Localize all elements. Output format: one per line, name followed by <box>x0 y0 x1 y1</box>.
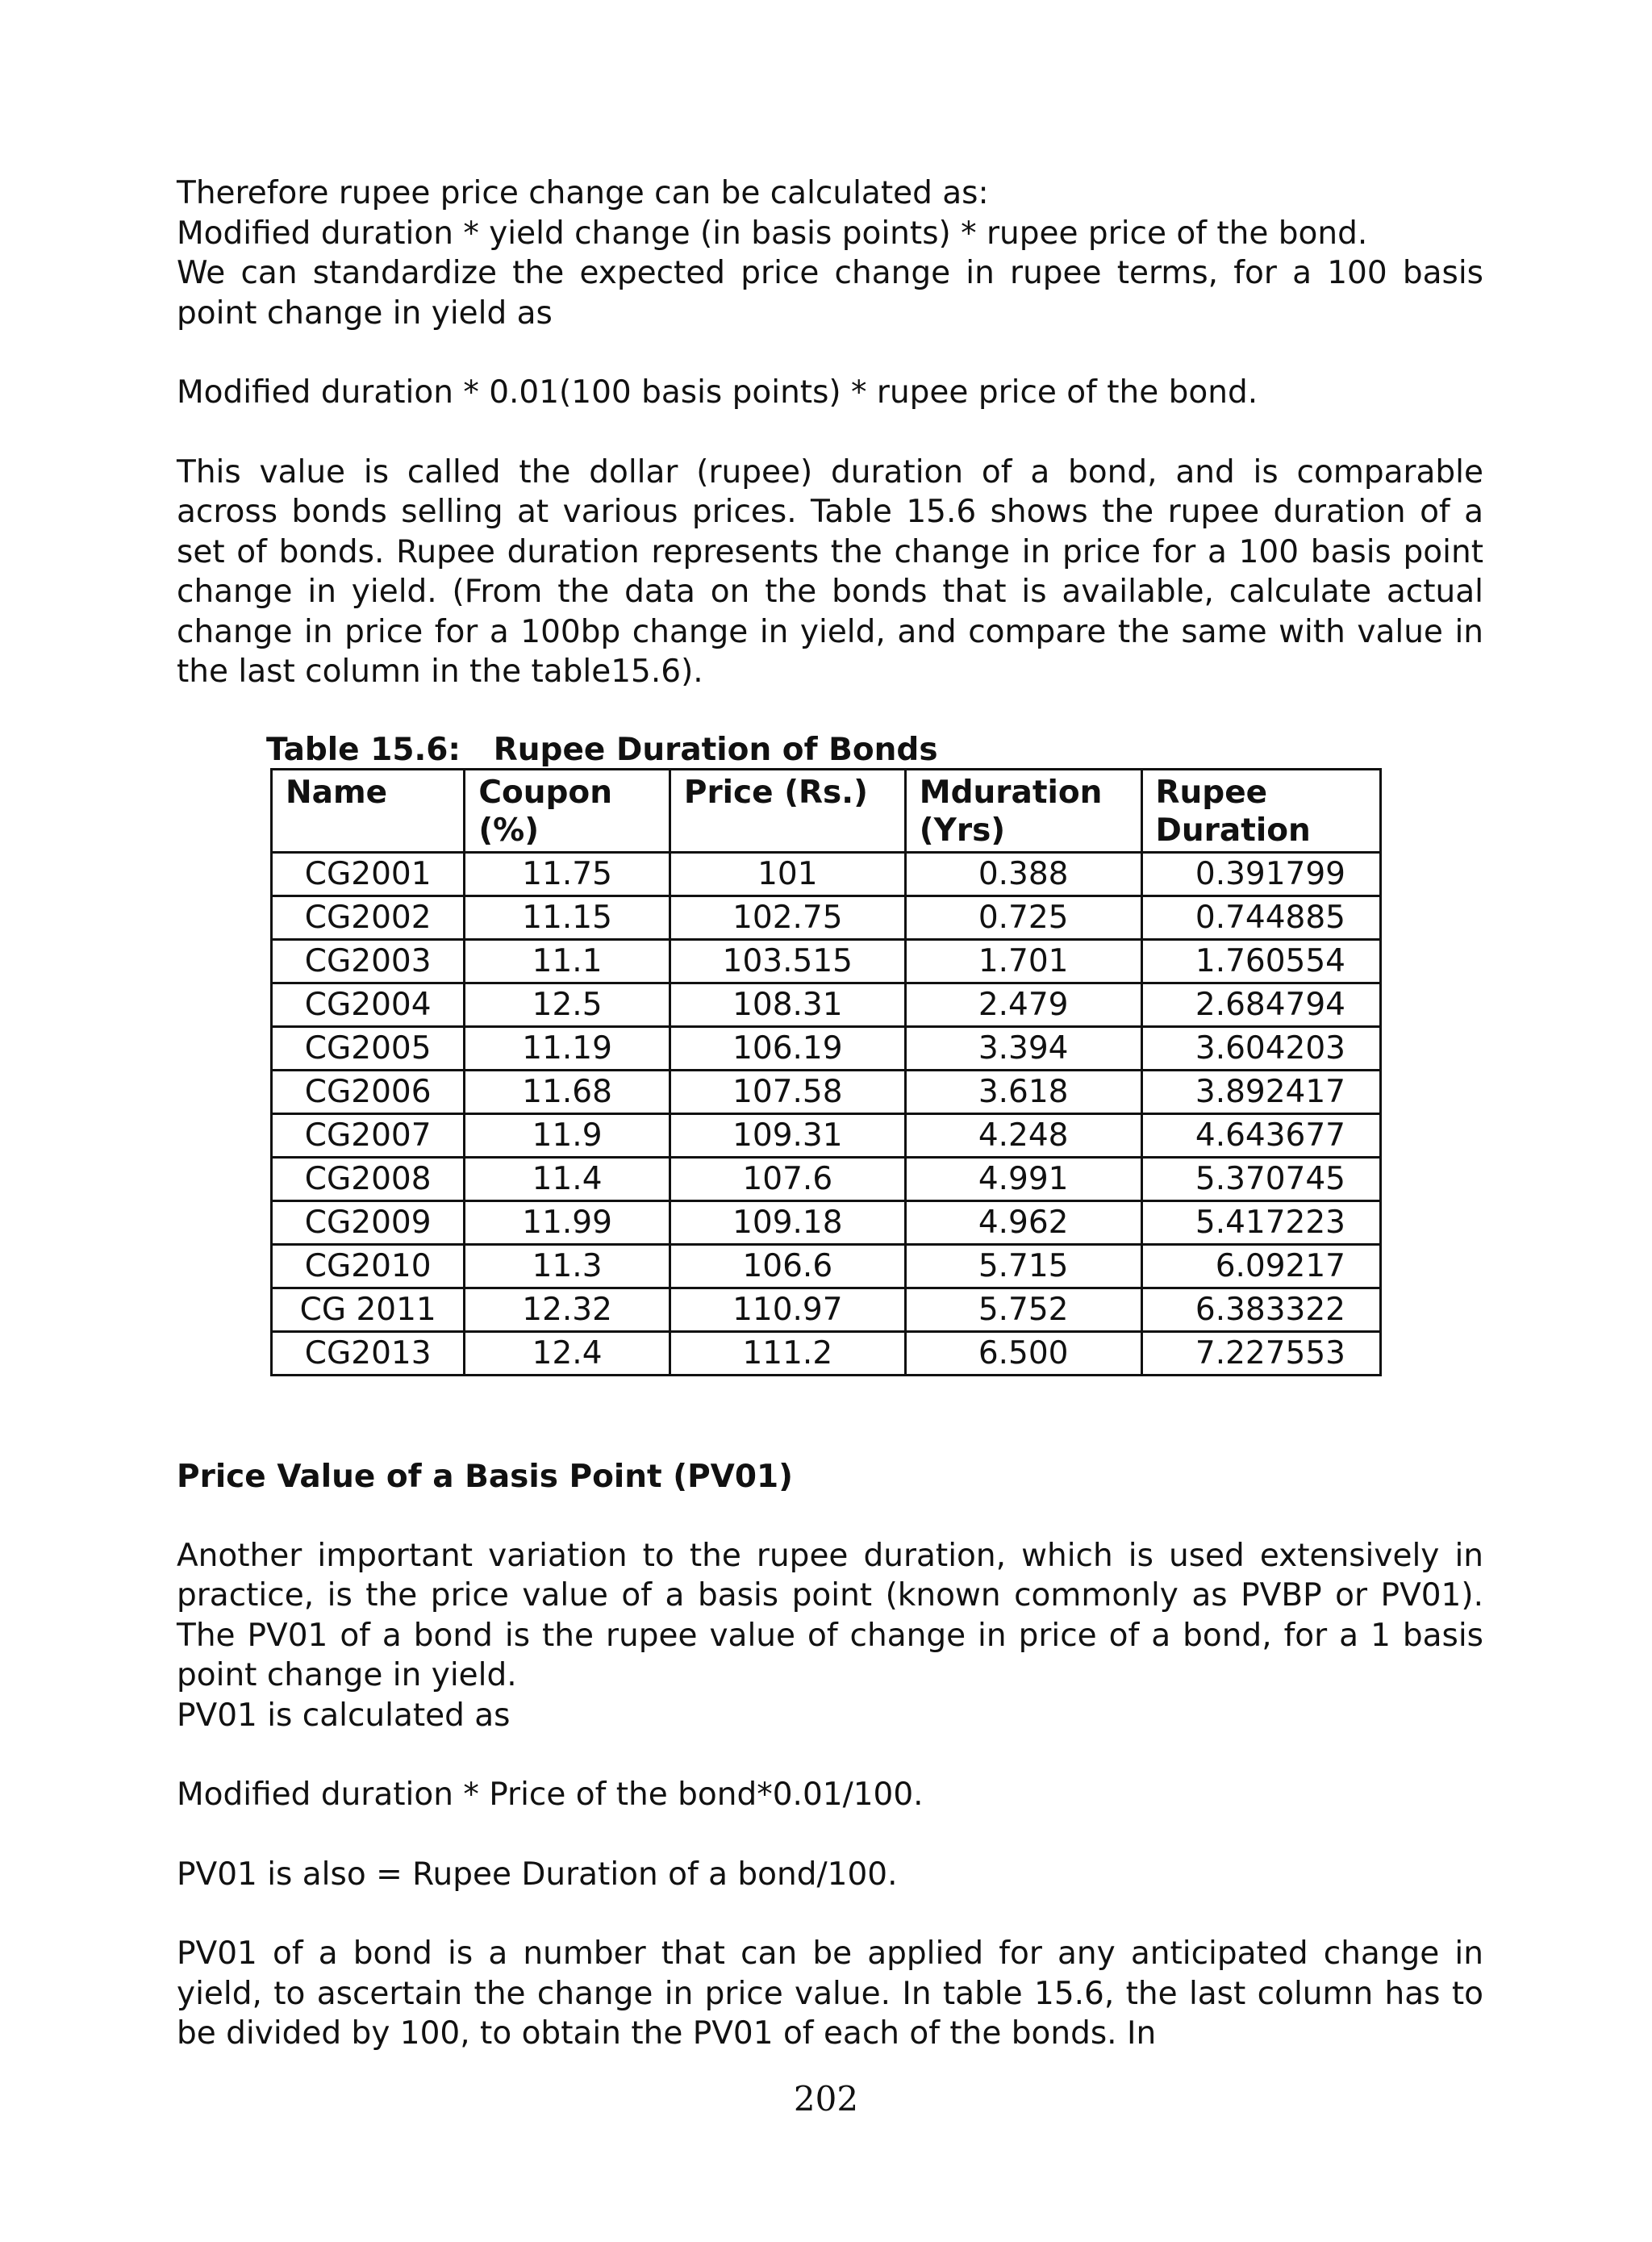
cell-rupee-duration: 0.744885 <box>1141 896 1380 939</box>
cell-mduration: 4.991 <box>905 1157 1141 1200</box>
table-row <box>272 1113 1381 1157</box>
paragraph-rupee-duration-explanation: This value is called the dollar (rupee) duration of a bond, and is comparable across bonds selling at various prices. Table 15.6 shows the rupee duration of a set of bonds. Rupee duration represents the change in price for a 100 basis point change in yield. (From the data on the bonds that is available, calculate actual change in price for a 100bp change in yield, and compare the same with value in the last column in the table15.6). <box>177 453 1483 690</box>
cell-coupon: 11.3 <box>465 1244 670 1288</box>
page-number: 202 <box>793 2079 859 2119</box>
cell-price: 107.6 <box>670 1157 905 1200</box>
cell-coupon: 11.15 <box>465 896 670 939</box>
cell-coupon: 11.68 <box>465 1070 670 1113</box>
cell-price: 111.2 <box>670 1331 905 1375</box>
cell-rupee-duration: 2.684794 <box>1141 983 1380 1026</box>
cell-price: 107.58 <box>670 1070 905 1113</box>
header-price: Price (Rs.) <box>670 769 905 852</box>
header-mduration: Mduration (Yrs) <box>905 769 1141 852</box>
cell-mduration: 0.725 <box>905 896 1141 939</box>
cell-name: CG2007 <box>272 1113 465 1157</box>
cell-rupee-duration: 6.383322 <box>1141 1288 1380 1331</box>
cell-price: 106.19 <box>670 1026 905 1070</box>
cell-coupon: 11.99 <box>465 1200 670 1244</box>
paragraph-formula-rupee-duration: Modified duration * 0.01(100 basis points) * rupee price of the bond. <box>177 374 1258 411</box>
cell-coupon: 11.1 <box>465 939 670 983</box>
paragraph-rupee-price-change <box>177 173 1483 333</box>
table-row <box>272 1157 1381 1200</box>
cell-name: CG2008 <box>272 1157 465 1200</box>
paragraph-pv01-formula: Modified duration * Price of the bond*0.01/100. <box>177 1776 924 1813</box>
table-row <box>272 1288 1381 1331</box>
cell-mduration: 2.479 <box>905 983 1141 1026</box>
cell-rupee-duration: 1.760554 <box>1141 939 1380 983</box>
text-line: We can standardize the expected price change in rupee terms, for a 100 basis point change in yield as <box>177 255 1483 332</box>
cell-rupee-duration: 4.643677 <box>1141 1113 1380 1157</box>
cell-rupee-duration: 5.417223 <box>1141 1200 1380 1244</box>
cell-coupon: 11.9 <box>465 1113 670 1157</box>
cell-rupee-duration: 6.09217 <box>1141 1244 1380 1288</box>
cell-rupee-duration: 7.227553 <box>1141 1331 1380 1375</box>
rupee-duration-table <box>270 768 1382 1376</box>
header-rupee-duration: Rupee Duration <box>1141 769 1380 852</box>
cell-price: 110.97 <box>670 1288 905 1331</box>
text-line: Modified duration * yield change (in basis points) * rupee price of the bond. <box>177 215 1368 252</box>
cell-rupee-duration: 0.391799 <box>1141 852 1380 896</box>
header-name: Name <box>272 769 465 852</box>
cell-name: CG2003 <box>272 939 465 983</box>
cell-name: CG2005 <box>272 1026 465 1070</box>
cell-name: CG2010 <box>272 1244 465 1288</box>
table-row <box>272 983 1381 1026</box>
cell-coupon: 12.32 <box>465 1288 670 1331</box>
header-coupon: Coupon (%) <box>465 769 670 852</box>
cell-mduration: 6.500 <box>905 1331 1141 1375</box>
text-line: PV01 is calculated as <box>177 1697 511 1734</box>
cell-coupon: 12.4 <box>465 1331 670 1375</box>
text-block: Another important variation to the rupee duration, which is used extensively in practice, is the price value of a basis point (known commonly as PVBP or PV01). The PV01 of a bond is the rupee value of change in price of a bond, for a 1 basis point change in yield. <box>177 1537 1483 1693</box>
table-row <box>272 1070 1381 1113</box>
table-row <box>272 1331 1381 1375</box>
cell-name: CG2002 <box>272 896 465 939</box>
page-content <box>177 173 1483 2054</box>
table-row <box>272 1026 1381 1070</box>
table-row <box>272 852 1381 896</box>
text-line: Therefore rupee price change can be calculated as: <box>177 175 989 211</box>
paragraph-pv01-definition <box>177 1536 1483 1736</box>
cell-mduration: 3.618 <box>905 1070 1141 1113</box>
cell-price: 106.6 <box>670 1244 905 1288</box>
table-header-row <box>272 769 1381 852</box>
paragraph-pv01-usage: PV01 of a bond is a number that can be applied for any anticipated change in yield, to ascertain the change in price value. In table 15.6, the last column has to be divided by 100, to obtain the PV01 of each of the bonds. In <box>177 1935 1483 2052</box>
cell-coupon: 12.5 <box>465 983 670 1026</box>
cell-name: CG2006 <box>272 1070 465 1113</box>
table-row <box>272 1244 1381 1288</box>
cell-price: 101 <box>670 852 905 896</box>
table-row <box>272 896 1381 939</box>
cell-price: 109.31 <box>670 1113 905 1157</box>
cell-price: 102.75 <box>670 896 905 939</box>
cell-name: CG 2011 <box>272 1288 465 1331</box>
cell-mduration: 5.715 <box>905 1244 1141 1288</box>
cell-mduration: 4.248 <box>905 1113 1141 1157</box>
table-row <box>272 1200 1381 1244</box>
cell-coupon: 11.19 <box>465 1026 670 1070</box>
cell-name: CG2004 <box>272 983 465 1026</box>
cell-name: CG2001 <box>272 852 465 896</box>
paragraph-pv01-alternate: PV01 is also = Rupee Duration of a bond/100. <box>177 1856 898 1893</box>
cell-rupee-duration: 3.892417 <box>1141 1070 1380 1113</box>
cell-coupon: 11.75 <box>465 852 670 896</box>
cell-price: 103.515 <box>670 939 905 983</box>
cell-rupee-duration: 5.370745 <box>1141 1157 1380 1200</box>
table-caption: Table 15.6: Rupee Duration of Bonds <box>266 731 938 768</box>
cell-mduration: 1.701 <box>905 939 1141 983</box>
cell-price: 108.31 <box>670 983 905 1026</box>
cell-price: 109.18 <box>670 1200 905 1244</box>
cell-mduration: 5.752 <box>905 1288 1141 1331</box>
cell-mduration: 4.962 <box>905 1200 1141 1244</box>
cell-name: CG2013 <box>272 1331 465 1375</box>
section-heading-pv01: Price Value of a Basis Point (PV01) <box>177 1458 793 1495</box>
cell-rupee-duration: 3.604203 <box>1141 1026 1380 1070</box>
table-row <box>272 939 1381 983</box>
cell-name: CG2009 <box>272 1200 465 1244</box>
cell-mduration: 3.394 <box>905 1026 1141 1070</box>
cell-mduration: 0.388 <box>905 852 1141 896</box>
cell-coupon: 11.4 <box>465 1157 670 1200</box>
